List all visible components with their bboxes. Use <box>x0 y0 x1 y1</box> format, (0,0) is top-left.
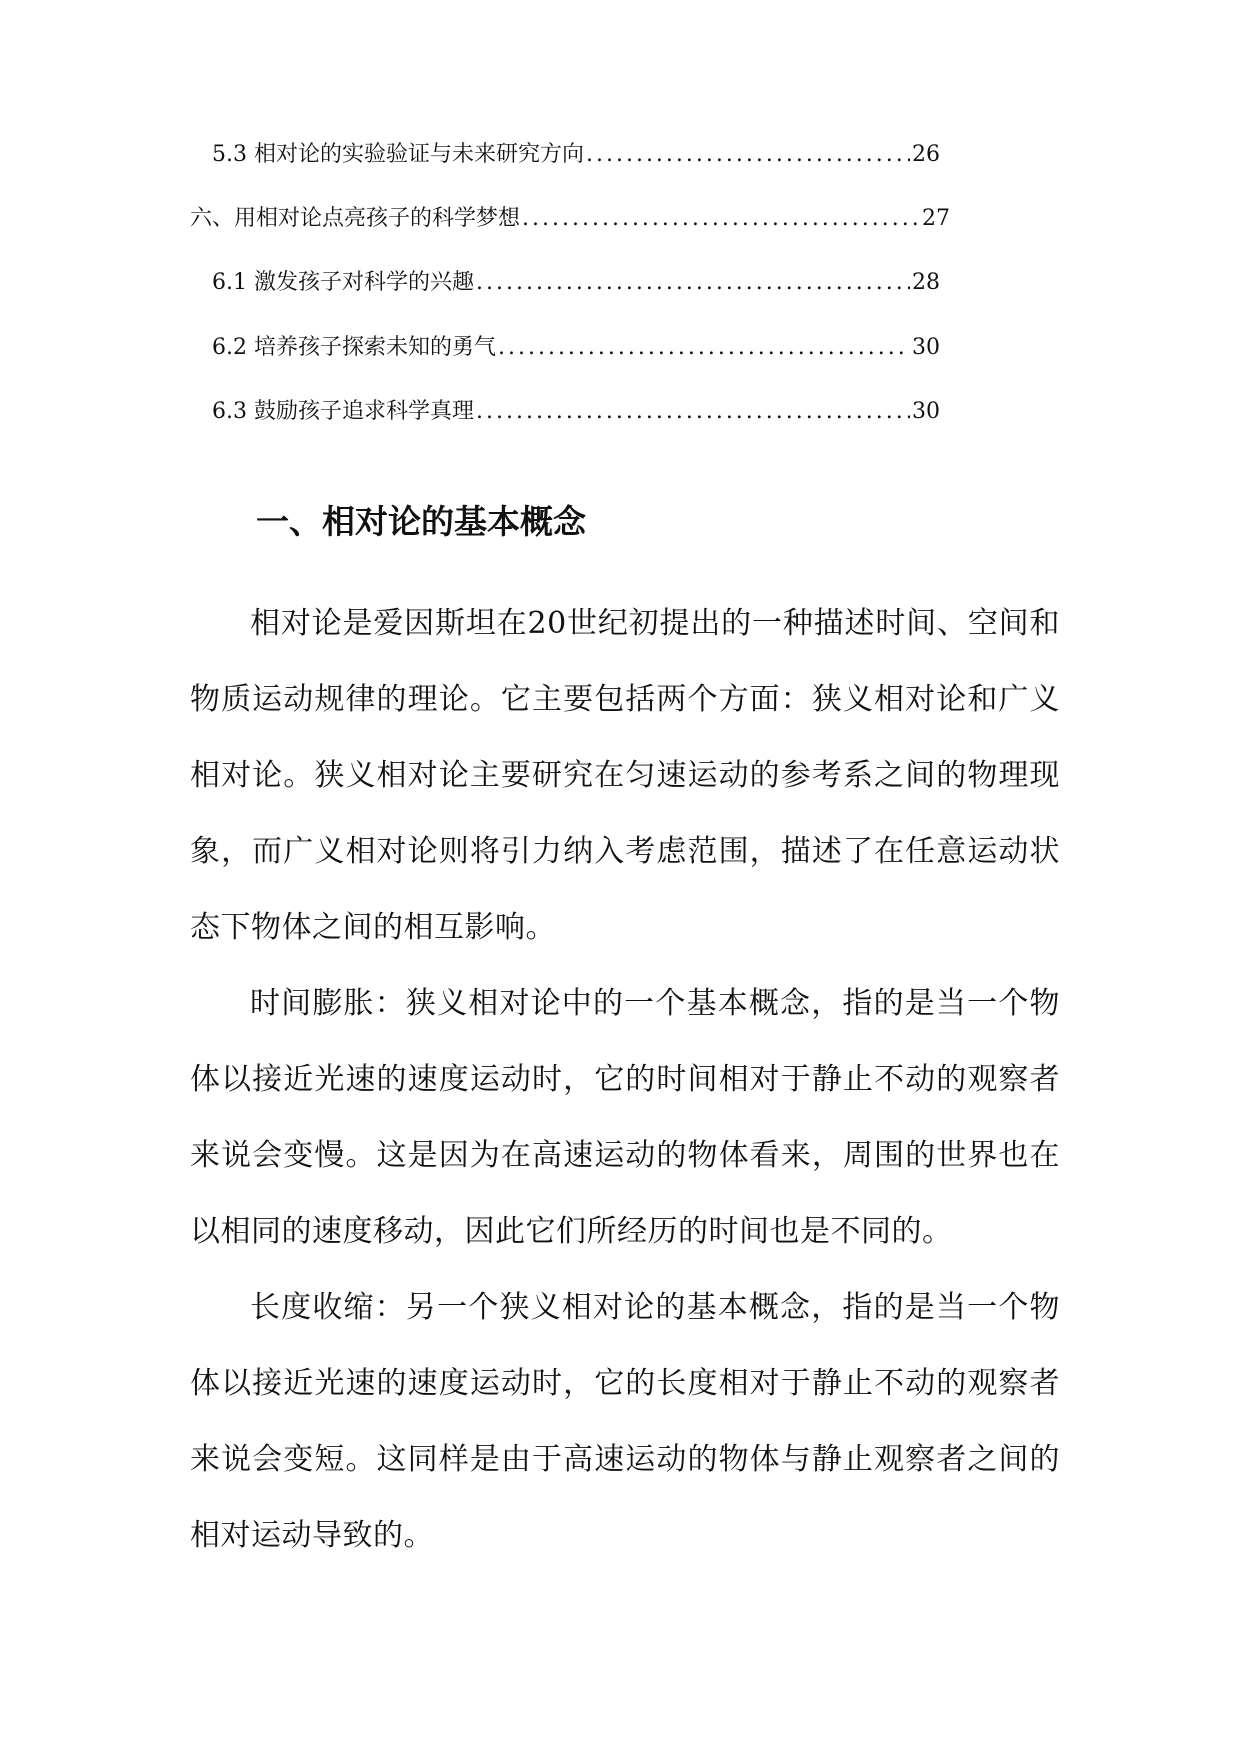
toc-entry[interactable] <box>212 333 940 363</box>
toc-leader-dots <box>522 204 920 234</box>
toc-entry-label: 6.2 培养孩子探索未知的勇气 <box>212 335 496 360</box>
toc-entry[interactable] <box>190 204 950 234</box>
toc-entry-page: 27 <box>922 206 950 231</box>
toc-entry-label: 5.3 相对论的实验验证与未来研究方向 <box>212 142 584 167</box>
toc-leader-dots <box>586 140 910 170</box>
toc-leader-dots <box>498 333 910 363</box>
toc-entry-label: 6.1 激发孩子对科学的兴趣 <box>212 270 474 295</box>
toc-entry-label: 6.3 鼓励孩子追求科学真理 <box>212 399 474 424</box>
toc-entry[interactable] <box>212 140 940 170</box>
toc-leader-dots <box>476 397 910 427</box>
toc-entry-page: 30 <box>912 399 940 424</box>
toc-entry-page: 30 <box>912 335 940 360</box>
body-paragraph: 相对论是爱因斯坦在20世纪初提出的一种描述时间、空间和物质运动规律的理论。它主要包括两个方面：狭义相对论和广义相对论。狭义相对论主要研究在匀速运动的参考系之间的物理现象，而广义相对论则将引力纳入考虑范围，描述了在任意运动状态下物体之间的相互影响。 <box>190 606 1060 945</box>
toc-entry-label: 六、用相对论点亮孩子的科学梦想 <box>190 206 521 231</box>
toc-entry[interactable] <box>212 397 940 427</box>
toc-entry-page: 26 <box>912 142 940 167</box>
toc-entry[interactable] <box>212 268 940 298</box>
body-paragraph: 长度收缩：另一个狭义相对论的基本概念，指的是当一个物体以接近光速的速度运动时，它的长度相对于静止不动的观察者来说会变短。这同样是由于高速运动的物体与静止观察者之间的相对运动导致的。 <box>190 1290 1060 1553</box>
section-body <box>190 586 1060 1574</box>
toc-entry-page: 28 <box>912 270 940 295</box>
section-heading: 一、相对论的基本概念 <box>256 502 586 541</box>
toc-leader-dots <box>476 268 910 298</box>
body-paragraph: 时间膨胀：狭义相对论中的一个基本概念，指的是当一个物体以接近光速的速度运动时，它的时间相对于静止不动的观察者来说会变慢。这是因为在高速运动的物体看来，周围的世界也在以相同的速度移动，因此它们所经历的时间也是不同的。 <box>190 986 1060 1249</box>
